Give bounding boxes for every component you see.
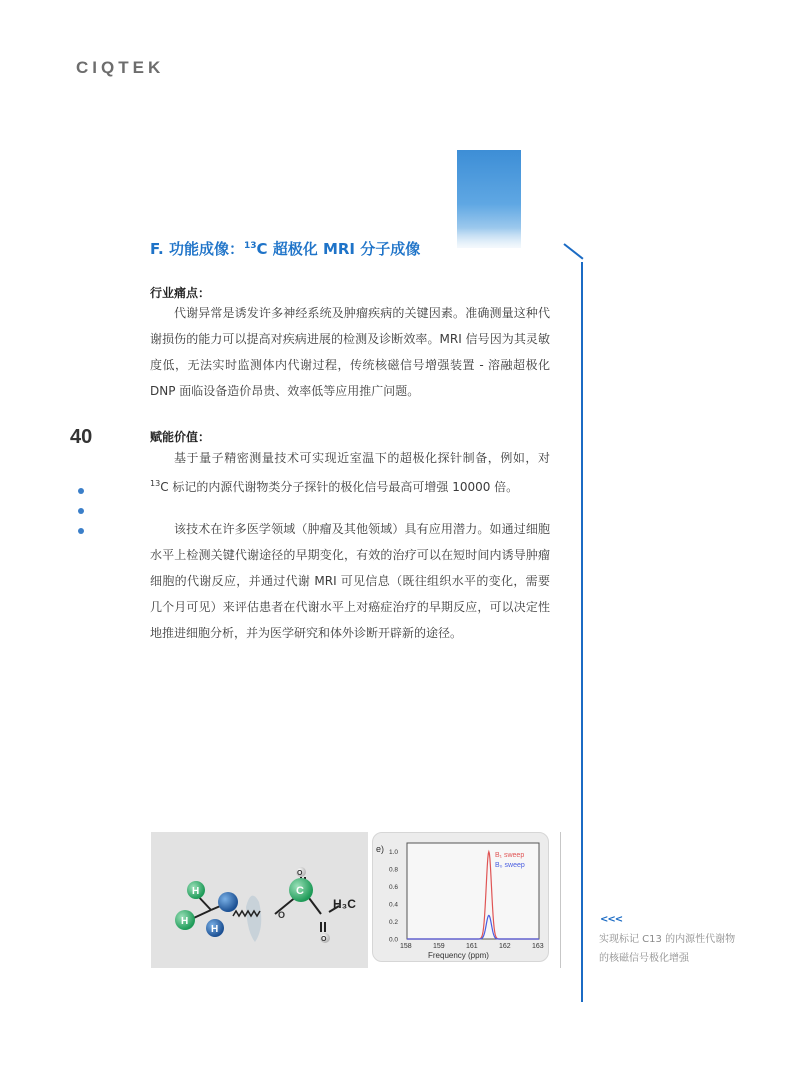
atom-label-ch3: H₃C <box>333 897 356 911</box>
atom-label-o: O <box>278 910 286 920</box>
page-number: 40 <box>70 426 93 448</box>
x-axis-label: Frequency (ppm) <box>428 951 489 960</box>
title-rest: C 超极化 MRI 分子成像 <box>256 240 421 258</box>
brand-logo: CIQTEK <box>76 58 165 77</box>
molecule-diagram <box>151 832 368 968</box>
legend-entry: B₁ sweep <box>495 852 525 859</box>
caption-arrows: <<< <box>600 914 623 925</box>
pain-points-text: 代谢异常是诱发许多神经系统及肿瘤疾病的关键因素。准确测量这种代谢损伤的能力可以提高对疾病进展的检测及诊断效率。MRI 信号因为其灵敏度低，无法实时监测体内代谢过程，传统核磁信号增强装置 - 溶融超极化 DNP 面临设备造价昂贵、效率低等应用推广问题。 <box>150 306 550 398</box>
y-tick-label: 0.2 <box>389 919 399 927</box>
pain-points-heading: 行业痛点： <box>150 286 211 300</box>
decorative-dot <box>78 528 84 534</box>
atom-label-o: O <box>321 936 327 943</box>
decorative-dot <box>78 508 84 514</box>
atom-carbon <box>218 892 238 912</box>
atom-label-c: C <box>296 885 304 897</box>
figure-caption: 实现标记 C13 的内源性代谢物的核磁信号极化增强 <box>599 934 736 964</box>
title-superscript: 13 <box>243 241 257 251</box>
nmr-chart <box>373 833 548 961</box>
atom-label-h: H <box>192 886 200 897</box>
decorative-diagonal-line <box>563 243 583 259</box>
x-tick-label: 159 <box>433 943 445 950</box>
legend-entry: B₀ sweep <box>495 862 525 869</box>
section-title <box>150 238 420 259</box>
value-paragraph-2: 该技术在许多医学领域（肿瘤及其他领域）具有应用潜力。如通过细胞水平上检测关键代谢途径的早期变化，有效的治疗可以在短时间内诱导肿瘤细胞的代谢反应，并通过代谢 MRI 可见信息（既往组织水平的变化，需要几个月可见）来评估患者在代谢水平上对癌症治疗的早期反应，可以决定性地推进细胞分析，并为医学研究和体外诊断开辟新的途径。 <box>150 522 550 640</box>
y-tick-label: 0.4 <box>389 901 399 909</box>
value-p1-before: 基于量子精密测量技术可实现近室温下的超极化探针制备，例如，对 <box>174 451 550 465</box>
y-tick-label: 0.8 <box>389 866 399 874</box>
atom-label-h: H <box>211 924 219 935</box>
value-p1-superscript: 13 <box>150 479 161 488</box>
value-p1-after: C 标记的内源代谢物类分子探针的极化信号最高可增强 10000 倍。 <box>160 480 519 494</box>
value-paragraph-1 <box>150 445 550 500</box>
x-tick-label: 162 <box>499 943 511 950</box>
y-tick-label: 0.6 <box>389 884 399 892</box>
x-tick-label: 163 <box>532 943 544 950</box>
atom-label-h: H <box>181 916 189 927</box>
bond-line <box>309 898 321 914</box>
decorative-dot <box>78 488 84 494</box>
y-tick-label: 0.0 <box>389 936 399 944</box>
decorative-vertical-line <box>581 262 583 1002</box>
nmr-spectrum-figure <box>372 832 549 962</box>
y-tick-label: 1.0 <box>389 849 399 857</box>
panel-label: e) <box>376 844 385 854</box>
atom-label-o: O <box>297 870 303 877</box>
value-heading: 赋能价值： <box>150 430 211 444</box>
molecule-figure <box>151 832 368 968</box>
title-prefix: F. 功能成像： <box>150 240 244 258</box>
figure-divider <box>560 832 561 968</box>
orbital-shape <box>246 896 261 942</box>
decorative-fade <box>440 228 530 258</box>
x-tick-label: 161 <box>466 943 478 950</box>
x-tick-label: 158 <box>400 943 412 950</box>
